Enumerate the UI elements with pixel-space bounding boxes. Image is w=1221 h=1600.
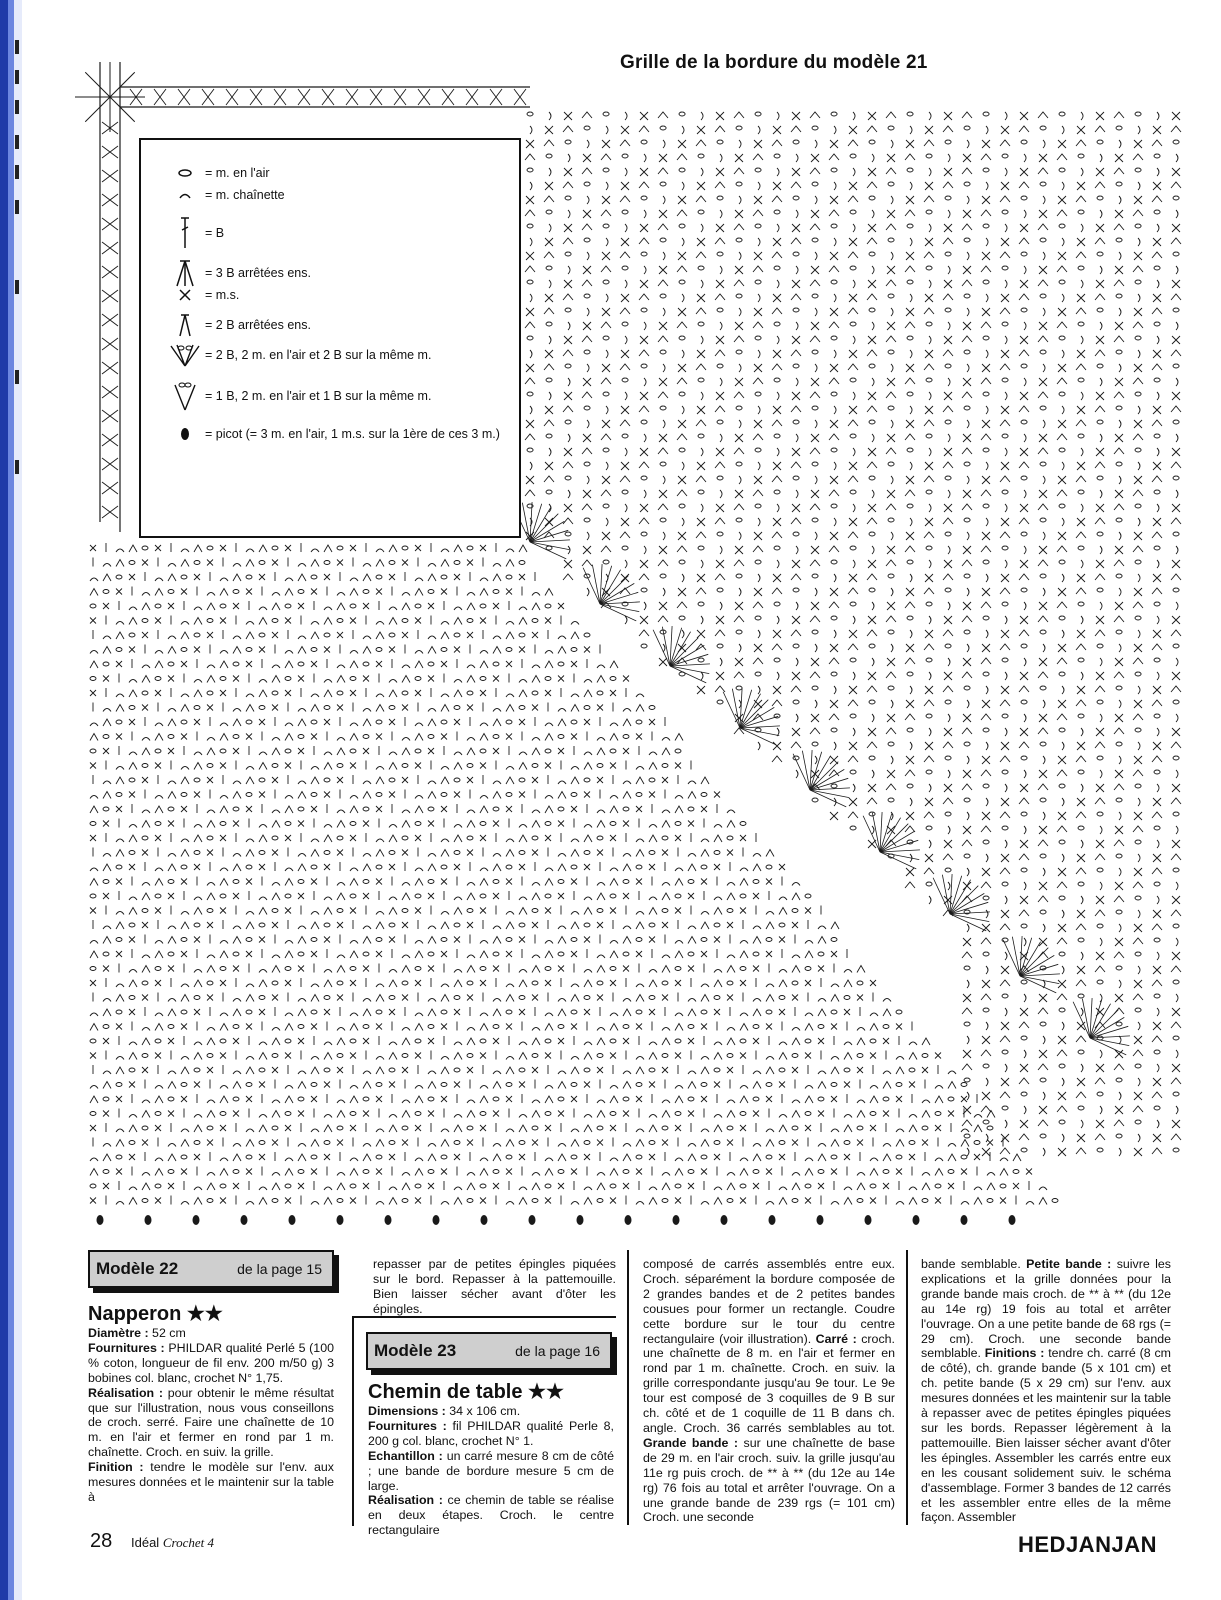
chart-row [93,775,709,784]
frame-cross [154,89,166,105]
chart-row [90,572,535,581]
picot-dot [673,1215,680,1225]
legend-text: = 1 B, 2 m. en l'air et 1 B sur la même m. [205,389,432,403]
spine-marks [15,40,19,1190]
fan-spoke [530,542,569,550]
model-22-header [88,1250,334,1288]
picot-dot [961,1215,968,1225]
frame-cross [102,146,118,158]
frame-line [120,87,530,107]
frame-cross [102,434,118,446]
model-23-header [366,1332,612,1370]
column-rule [352,1316,354,1526]
frame-cross [514,89,526,105]
chart-row [93,1138,1003,1147]
legend-text: = 2 B arrêtées ens. [205,318,311,332]
frame-cross [102,194,118,206]
chart-row [90,1080,967,1089]
legend-text: = m. en l'air [205,166,270,180]
picot-dot [721,1215,728,1225]
fan-spoke [1082,999,1090,1038]
fan-spoke [1012,937,1020,976]
fan-spoke [740,728,779,736]
chart-row [90,1007,902,1016]
frame-cross [102,290,118,302]
two-treble-cluster-icon [165,312,205,338]
frame-cross [102,458,118,470]
fan-spoke [592,565,600,604]
chart-row [90,1196,1058,1205]
chart-row [90,1152,1021,1161]
chart-row [90,674,629,683]
legend-item [165,426,500,442]
fan-spoke [670,666,709,674]
legend-item [165,188,285,202]
chart-column [848,112,858,830]
chart-column [1019,112,1029,1152]
legend-text: = B [205,226,225,240]
frame-cross [102,482,118,494]
model-22-name: Napperon ★★ [88,1303,223,1325]
fan-spoke [1020,976,1059,984]
chart-row [90,732,683,741]
chart-column [1057,112,1067,1156]
fan-spoke [933,878,950,914]
chart-column [1133,112,1143,1156]
frame-cross [102,242,118,254]
fan-spoke [863,816,880,852]
frame-cross [490,89,502,105]
chart-row [90,1022,912,1031]
chart-row [90,587,553,596]
picot-dot [241,1215,248,1225]
chart-row [90,659,618,668]
model-23-label: Modèle 23 [374,1341,457,1360]
legend-item [165,216,224,250]
chart-row [90,790,720,799]
frame-cross [274,89,286,105]
chain-oval-icon [165,167,205,179]
chart-row [90,1051,941,1060]
legend-item [165,312,311,338]
chart-column [1076,112,1086,1154]
chart-row [93,703,655,712]
fan-spoke [1090,1038,1129,1046]
picot-dot [529,1215,536,1225]
single-crochet-x-icon [165,288,205,302]
picot-dot [913,1215,920,1225]
three-treble-cluster-icon [165,258,205,288]
page-title: Grille de la bordure du modèle 21 [620,52,928,73]
corner-star-ray [110,97,135,122]
frame-cross [102,314,118,326]
chart-row [90,862,785,871]
chart-column [1000,112,1010,1154]
frame-cross [202,89,214,105]
magazine-name: Idéal Crochet 4 [131,1535,214,1550]
picot-dot [97,1215,104,1225]
chart-row [90,949,847,958]
picot-dot [481,1215,488,1225]
chart-row [93,630,590,639]
frame-cross [226,89,238,105]
picot-dot [577,1215,584,1225]
legend-item [165,288,239,302]
chart-column [620,112,630,624]
chart-column [905,112,915,888]
fan-spoke [670,666,706,683]
legend-item [165,166,270,180]
picot-dot [817,1215,824,1225]
chart-column [658,112,668,666]
chart-row [93,848,774,857]
frame-cross [370,89,382,105]
frame-cross [322,89,334,105]
chart-column [867,112,877,848]
fan-spoke [522,503,530,542]
double-shell-icon [165,342,205,368]
frame-cross [102,410,118,422]
chart-row [90,891,811,900]
chart-column [886,112,896,858]
chart-column [715,112,725,704]
picot-dot [433,1215,440,1225]
model-23-name: Chemin de table ★★ [368,1381,564,1403]
frame-cross [346,89,358,105]
fan-spoke [880,852,919,860]
chart-column [943,112,953,916]
chart-row [90,819,746,828]
frame-cross [102,362,118,374]
fan-spoke [530,542,566,559]
chart-row [93,1065,956,1074]
picot-dot-icon [165,426,205,442]
chart-row [90,1036,930,1045]
picot-dot [193,1215,200,1225]
legend-text: = 2 B, 2 m. en l'air et 2 B sur la même m. [205,348,432,362]
legend-text: = picot (= 3 m. en l'air, 1 m.s. sur la 1ère de ces 3 m.) [205,427,500,441]
picot-dot [385,1215,392,1225]
chart-column [1152,112,1162,1154]
treble-stitch-icon [165,216,205,250]
fan-spoke [600,604,639,612]
legend-item [165,380,431,412]
fan-spoke [802,751,810,790]
chart-column [810,112,820,802]
chart-row [90,717,665,726]
corner-star-ray [85,72,110,97]
frame-line [100,62,120,532]
picot-dot [865,1215,872,1225]
fan-spoke [942,875,950,914]
frame-cross [102,266,118,278]
page-number: 28 [90,1530,113,1552]
chart-row [90,877,800,886]
chart-column [1038,112,1048,1156]
legend-item [165,258,311,288]
chart-row [90,1123,993,1132]
chart-row [90,616,579,625]
frame-cross [102,386,118,398]
frame-cross [418,89,430,105]
corner-star-ray [85,97,110,122]
chart-column [962,112,972,1156]
chart-row [90,935,837,944]
picot-dot [145,1215,152,1225]
model-22-text-cont: repasser par de petites épingles piquées sur le bord. Repasser à la pattemouille. Bien laisser sécher avant d'ôter les épingles. [373,1257,616,1316]
model-22-page-ref: de la page 15 [237,1261,322,1277]
fan-spoke [583,568,600,604]
model-23-text-col4: bande semblable. Petite bande : suivre les explications et la grille données pour la grande bande mais croch. de ** à ** (du 12e au 14e rg) 19 fois au total et arrêter l'ouvrage. On a une petite bande de 68 rgs (= 29 cm). Croch. une seconde bande semblable. Finitions : tendre ch. carré (8 cm de côté), ch. grande bande (5 x 101 cm) et ch. petite bande (5 x 29 cm) sur l'env. aux mesures données et les maintenir sur la table à repasser avec de petites épingles piquées sur les bords. Repasser légèrement à la pattemouille. Bien laisser sécher avant d'ôter les épingles. Assembler les carrés entre eux en les cousant solidement suiv. le schéma d'assemblage. Former 3 bandes de 12 carrés et les assembler entre elles de la même façon. Assembler [921,1257,1172,1525]
column-rule [627,1250,629,1525]
model-22-text: Napperon ★★ Diamètre : 52 cm Fournitures : PHILDAR qualité Perlé 5 (100 % coton, longueur de fil env. 200 m/50 g) 3 bobines col. blanc, crochet N° 1,75. Réalisation : pour obtenir le même résultat que sur l'illustration, nous vous conseillons de croch. serré. Faire une chaînette de 10 m. en l'air et fermer en rond par 1 m. chaînette. Croch. en suiv. la grille. Finition : tendre le modèle sur l'env. aux mesures données et le maintenir sur la table à [88,1303,334,1504]
chart-column [582,112,592,596]
frame-cross [442,89,454,105]
fan-spoke [950,914,989,922]
chart-row [90,601,564,610]
model-22-label: Modèle 22 [96,1259,179,1278]
column-rule [352,1316,616,1318]
fan-spoke [950,914,986,931]
chart-column [791,112,801,778]
frame-cross [102,338,118,350]
chart-column [525,112,535,540]
frame-cross [394,89,406,105]
chart-row [90,964,865,973]
picot-dot [289,1215,296,1225]
fan-spoke [723,692,740,728]
chart-row [93,920,839,929]
chart-row [90,906,821,915]
slip-stitch-icon [165,189,205,201]
legend-text: = m. chaînette [205,188,285,202]
frame-cross [298,89,310,105]
chart-column [829,112,839,820]
legend-box [139,138,521,538]
chart-row [90,688,644,697]
chart-column [924,112,934,904]
frame-cross [250,89,262,105]
scan-credit: HEDJANJAN [1018,1532,1157,1557]
chart-row [90,1109,995,1118]
fan-spoke [810,790,849,798]
fan-spoke [1020,976,1056,993]
chart-column [1114,112,1124,1156]
frame-cross [102,218,118,230]
chart-row [90,1167,1032,1176]
chart-column [734,112,744,734]
picot-dot [769,1215,776,1225]
chart-column [696,112,706,694]
model-23-page-ref: de la page 16 [515,1343,600,1359]
chart-row [90,645,600,654]
chart-column [981,112,991,1156]
frame-cross [102,170,118,182]
chart-row [90,543,527,552]
column-rule [906,1250,908,1525]
chart-row [93,993,891,1002]
fan-spoke [793,754,810,790]
frame-cross [102,506,118,518]
chart-row [90,1094,977,1103]
picot-dot [1009,1215,1016,1225]
corner-star-ray [110,72,135,97]
chart-row [90,1181,1047,1190]
single-shell-icon [165,380,205,412]
chart-row [90,978,876,987]
legend-text: = m.s. [205,288,240,302]
chart-row [90,833,756,842]
chart-row [90,761,691,770]
fan-spoke [732,689,740,728]
chart-column [772,112,782,762]
chart-column [1171,112,1181,1152]
chart-column [677,112,687,676]
model-23-text-col3: composé de carrés assemblés entre eux. Croch. séparément la bordure composée de 2 grandes bandes et de 2 petites bandes cousues pour former un rectangle. Coudre cette bordure sur le tour du centre rectangulaire (voir illustration). Carré : croch. une chaînette de 8 m. en l'air et fermer en rond par 1 m. chaînette. Croch. en suiv. la grille correspondante jusqu'au 9e tour. Le 9e tour est composé de 3 coquilles de 9 B sur ch. côté et de 1 coquille de 11 B dans ch. angle. Croch. 36 carrés semblables au tot. Grande bande : sur une chaînette de base de 29 m. en l'air croch. suiv. la grille jusqu'au 11e rg puis croch. de ** à ** (du 12e au 14e rg) 76 fois au total et arrêter l'ouvrage. On a une grande bande de 239 rgs (= 101 cm) Croch. une seconde [643,1257,895,1525]
chart-column [601,112,611,608]
model-23-text: Chemin de table ★★ Dimensions : 34 x 106 cm. Fournitures : fil PHILDAR qualité Perle 8, 200 g col. blanc, crochet N° 1. Echantillon : un carré mesure 8 cm de côté ; une bande de bordure mesure 5 cm de large. Réalisation : ce chemin de table se réalise en deux étapes. Croch. le centre rectangulaire [368,1381,614,1538]
legend-text: = 3 B arrêtées ens. [205,266,311,280]
legend-item [165,342,431,368]
chart-column [563,112,573,580]
picot-dot [625,1215,632,1225]
frame-cross [178,89,190,105]
fan-spoke [600,604,636,621]
chart-column [544,112,554,550]
chart-column [639,112,649,648]
picot-dot [337,1215,344,1225]
chart-row [93,558,525,567]
chart-row [90,804,735,813]
fan-spoke [1073,1002,1090,1038]
chart-row [90,746,681,755]
chart-column [1095,112,1105,1152]
frame-cross [466,89,478,105]
chart-column [753,112,763,750]
